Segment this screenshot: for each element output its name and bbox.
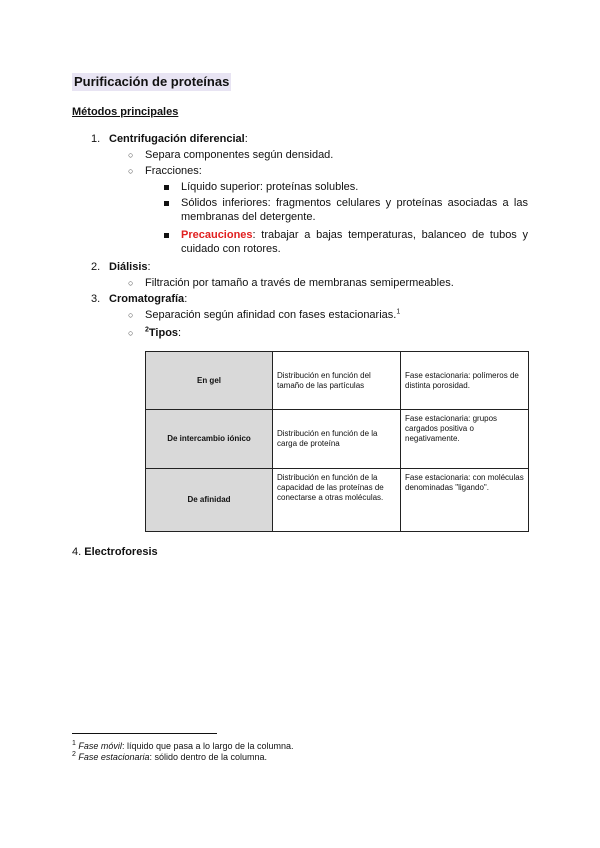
chromatography-types-table [145,351,529,532]
square-bullet-icon [164,185,169,190]
page-title: Purificación de proteínas [74,74,230,89]
table-cell-description: Distribución en función del tamaño de las partículas [273,352,401,410]
footnote-term: Fase estacionaria [78,752,150,762]
list-item-chromatography [109,292,187,306]
table-cell-phase: Fase estacionaria: grupos cargados positiva o negativamente. [401,410,529,469]
table-cell-phase: Fase estacionaria: polímeros de distinta porosidad. [401,352,529,410]
table-row [146,410,529,469]
table-row [146,352,529,410]
footnote-text: : líquido que pasa a lo largo de la columna. [121,741,294,751]
list-item: Filtración por tamaño a través de membranas semipermeables. [145,277,454,289]
list-item-precautions [181,228,528,256]
list-number: 3. [91,293,101,305]
term-label: Cromatografía [109,293,185,305]
circle-bullet-icon: ○ [128,150,134,160]
footnote-ref[interactable]: 1 [396,308,401,316]
footnote [72,752,267,763]
list-item-electrophoresis [72,545,158,559]
list-item-types [145,326,181,340]
section-heading: Métodos principales [72,106,179,118]
list-item: Fracciones: [145,165,202,177]
term-label: Electroforesis [84,546,158,558]
term-label: Centrifugación diferencial [109,133,245,145]
footnote-text: : sólido dentro de la columna. [149,752,268,762]
footnote-term: Fase móvil [78,741,122,751]
square-bullet-icon [164,233,169,238]
list-item [145,308,400,322]
colon: : [184,293,188,305]
colon: : [178,327,182,339]
footnote-ref[interactable]: 2 [145,326,149,334]
circle-bullet-icon: ○ [128,328,134,338]
colon: : [147,261,151,273]
list-item-centrifugation [109,132,248,146]
list-item: Sólidos inferiores: fragmentos celulares y proteínas asociadas a las membranas del detergente. [181,197,528,223]
table-cell-type: De afinidad [146,469,273,532]
warning-label: Precauciones [181,229,253,241]
list-number: 1. [91,133,101,145]
table-cell-type: En gel [146,352,273,410]
footnote [72,741,294,752]
list-item: Líquido superior: proteínas solubles. [181,181,359,193]
list-number: 4. [72,546,82,558]
term-label: Tipos [148,327,179,339]
list-item: Separa componentes según densidad. [145,149,334,161]
footnote-divider [72,733,217,734]
table-row [146,469,529,532]
table-cell-type: De intercambio iónico [146,410,273,469]
warning-text: : trabajar a bajas temperaturas, balanceo de tubos y cuidado con rotores. [181,229,528,255]
footnote-mark: 2 [72,751,76,758]
list-item-dialysis [109,260,151,274]
list-item-text: Separación según afinidad con fases estacionarias. [145,309,397,321]
square-bullet-icon [164,201,169,206]
table-cell-description: Distribución en función de la carga de proteína [273,410,401,469]
term-label: Diálisis [109,261,148,273]
circle-bullet-icon: ○ [128,310,134,320]
table-cell-phase: Fase estacionaria: con moléculas denominadas "ligando". [401,469,529,532]
circle-bullet-icon: ○ [128,278,134,288]
table-cell-description: Distribución en función de la capacidad de las proteínas de conectarse a otras moléculas. [273,469,401,532]
list-number: 2. [91,261,101,273]
colon: : [244,133,248,145]
footnote-mark: 1 [72,740,76,747]
circle-bullet-icon: ○ [128,166,134,176]
